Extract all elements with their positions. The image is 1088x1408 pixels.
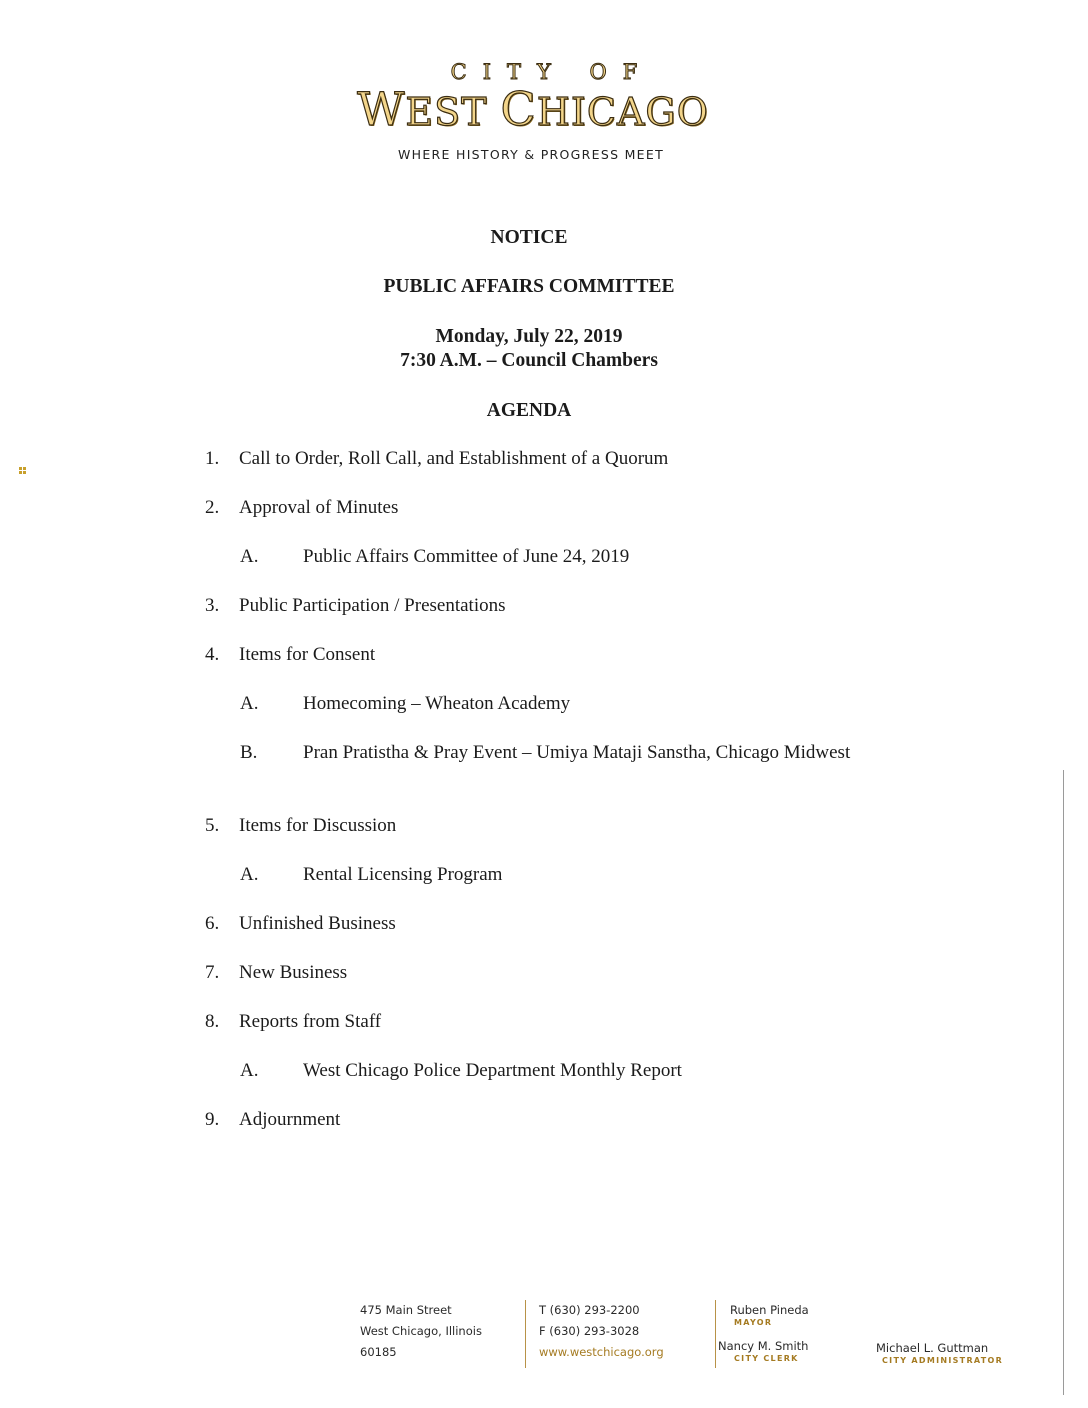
logo-rest-2: HICAGO: [536, 90, 709, 134]
logo-west-chicago: [0, 82, 1066, 136]
official-name: Nancy M. Smith: [718, 1339, 809, 1353]
subitem-letter: A.: [240, 864, 259, 885]
agenda-item: [205, 961, 805, 985]
item-text: Items for Discussion: [239, 815, 397, 836]
agenda-subitem: [240, 741, 880, 789]
item-number: 7.: [205, 962, 220, 983]
tagline: WHERE HISTORY & PROGRESS MEET: [397, 147, 664, 162]
agenda-item: [205, 814, 805, 838]
fax-number: F (630) 293-3028: [539, 1324, 640, 1338]
item-number: 1.: [205, 448, 220, 469]
logo-city-of: CITY OF: [450, 60, 654, 84]
margin-mark: [23, 467, 26, 470]
notice-title: NOTICE: [490, 227, 568, 248]
item-number: 3.: [205, 595, 220, 616]
agenda-subitem: [240, 1059, 880, 1083]
logo-rest-1: EST: [405, 90, 501, 134]
scan-edge-line: [1063, 770, 1064, 1395]
margin-mark: [19, 467, 22, 470]
item-text: Adjournment: [239, 1109, 341, 1130]
official-name: Ruben Pineda: [730, 1303, 809, 1317]
item-text: Items for Consent: [239, 644, 376, 665]
item-text: Reports from Staff: [239, 1011, 382, 1032]
item-number: 8.: [205, 1011, 220, 1032]
official-administrator: [876, 1340, 1026, 1366]
logo-initial-c: C: [500, 82, 537, 136]
item-text: Call to Order, Roll Call, and Establishment of a Quorum: [239, 448, 669, 469]
subitem-letter: A.: [240, 693, 259, 714]
agenda-item: [205, 1108, 805, 1132]
agenda-item: [205, 912, 805, 936]
committee-name: PUBLIC AFFAIRS COMMITTEE: [383, 276, 675, 297]
agenda-subitem: [240, 545, 880, 569]
official-clerk: [718, 1338, 848, 1364]
item-number: 2.: [205, 497, 220, 518]
footer-divider: [715, 1300, 716, 1368]
official-title: CITY CLERK: [734, 1354, 799, 1363]
item-text: Unfinished Business: [239, 913, 396, 934]
subitem-text: West Chicago Police Department Monthly Report: [303, 1060, 682, 1081]
subitem-letter: A.: [240, 546, 259, 567]
agenda-item: [205, 643, 805, 667]
agenda-subitem: [240, 863, 880, 887]
agenda-item: [205, 447, 805, 471]
margin-mark: [23, 471, 26, 474]
logo-initial-w: W: [357, 82, 406, 136]
item-number: 9.: [205, 1109, 220, 1130]
address-street: 475 Main Street: [360, 1303, 452, 1317]
official-title: MAYOR: [734, 1318, 773, 1327]
meeting-date: Monday, July 22, 2019: [435, 326, 623, 347]
subitem-text: Pran Pratistha & Pray Event – Umiya Mataji Sanstha, Chicago Midwest: [303, 742, 851, 763]
subitem-text: Public Affairs Committee of June 24, 2019: [303, 546, 630, 567]
subitem-letter: B.: [240, 742, 258, 763]
subitem-text: Homecoming – Wheaton Academy: [303, 693, 571, 714]
meeting-time-place: 7:30 A.M. – Council Chambers: [400, 350, 658, 371]
official-name: Michael L. Guttman: [876, 1341, 989, 1355]
item-text: Approval of Minutes: [239, 497, 399, 518]
official-title: CITY ADMINISTRATOR: [882, 1356, 1004, 1365]
item-text: New Business: [239, 962, 348, 983]
official-mayor: [730, 1302, 860, 1328]
footer-contact: [539, 1300, 699, 1363]
footer-divider: [525, 1300, 526, 1368]
website-link[interactable]: www.westchicago.org: [539, 1345, 664, 1359]
subitem-text: Rental Licensing Program: [303, 864, 503, 885]
item-number: 4.: [205, 644, 220, 665]
agenda-title: AGENDA: [486, 400, 572, 421]
margin-mark: [19, 471, 22, 474]
agenda-subitem: [240, 692, 880, 716]
item-number: 5.: [205, 815, 220, 836]
item-number: 6.: [205, 913, 220, 934]
agenda-item: [205, 594, 805, 618]
phone-number: T (630) 293-2200: [539, 1303, 640, 1317]
footer-address: [360, 1300, 510, 1363]
address-zip: 60185: [360, 1345, 397, 1359]
agenda-item: [205, 1010, 805, 1034]
agenda-item: [205, 496, 805, 520]
address-city: West Chicago, Illinois: [360, 1324, 482, 1338]
subitem-letter: A.: [240, 1060, 259, 1081]
item-text: Public Participation / Presentations: [239, 595, 506, 616]
